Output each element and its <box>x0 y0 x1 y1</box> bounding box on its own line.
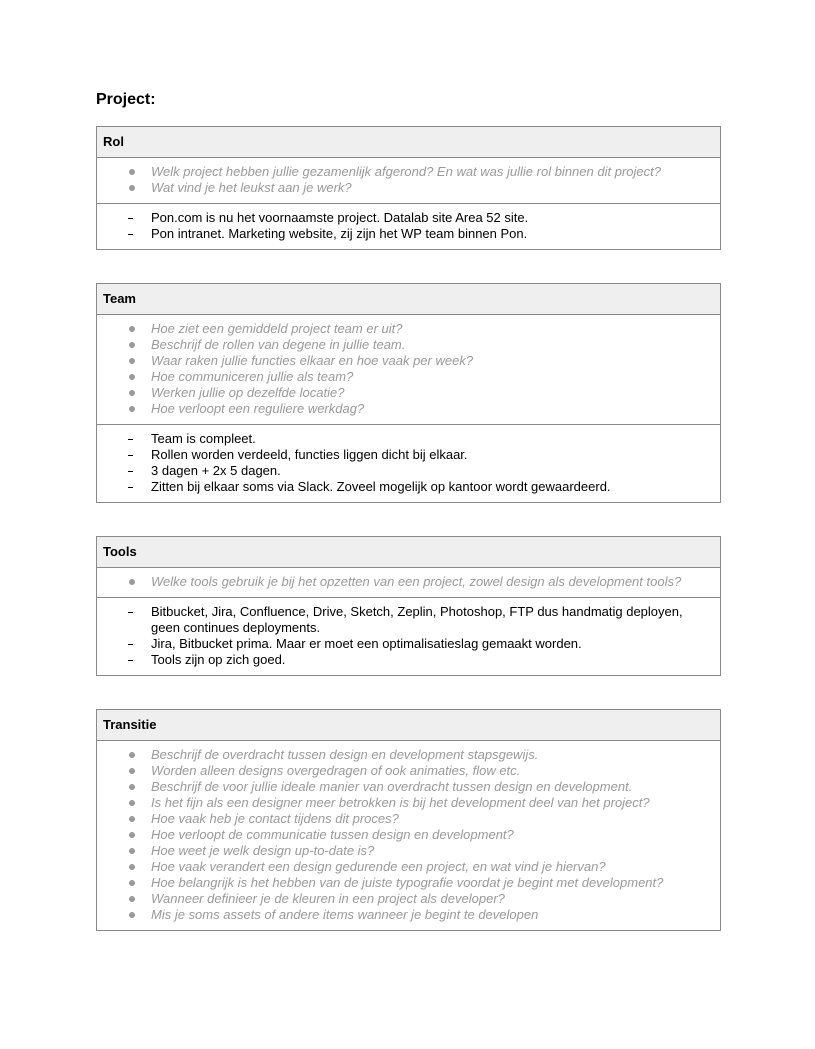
question-text: Is het fijn als een designer meer betrokken is bij het development deel van het project? <box>151 795 650 810</box>
answer-item <box>97 479 720 495</box>
answer-item <box>97 210 720 226</box>
question-item <box>97 321 720 337</box>
section-team <box>96 283 721 503</box>
questions-list <box>97 568 720 598</box>
question-item <box>97 859 720 875</box>
question-item <box>97 907 720 923</box>
answer-text: Team is compleet. <box>151 431 256 446</box>
bullet-icon <box>97 353 151 369</box>
dash-icon <box>97 447 151 463</box>
answer-text: Tools zijn op zich goed. <box>151 652 286 667</box>
bullet-icon <box>97 385 151 401</box>
bullet-icon <box>97 827 151 843</box>
question-text: Welke tools gebruik je bij het opzetten van een project, zowel design als development tools? <box>151 574 682 589</box>
question-text: Welk project hebben jullie gezamenlijk afgerond? En wat was jullie rol binnen dit project? <box>151 164 661 179</box>
question-text: Beschrijf de overdracht tussen design en development stapsgewijs. <box>151 747 539 762</box>
bullet-icon <box>97 875 151 891</box>
answer-text: 3 dagen + 2x 5 dagen. <box>151 463 281 478</box>
answer-item <box>97 604 720 636</box>
question-item <box>97 827 720 843</box>
dash-icon <box>97 479 151 495</box>
question-item <box>97 385 720 401</box>
section-rol <box>96 126 721 250</box>
bullet-icon <box>97 337 151 353</box>
question-text: Hoe verloopt de communicatie tussen design en development? <box>151 827 514 842</box>
question-text: Werken jullie op dezelfde locatie? <box>151 385 345 400</box>
answers-list <box>97 598 720 675</box>
dash-icon <box>97 210 151 226</box>
bullet-icon <box>97 907 151 923</box>
dash-icon <box>97 652 151 668</box>
question-item <box>97 747 720 763</box>
bullet-icon <box>97 891 151 907</box>
question-item <box>97 401 720 417</box>
answer-item <box>97 463 720 479</box>
question-text: Hoe vaak heb je contact tijdens dit proces? <box>151 811 399 826</box>
bullet-icon <box>97 859 151 875</box>
bullet-icon <box>97 321 151 337</box>
section-header: Transitie <box>97 710 720 741</box>
answer-item <box>97 226 720 242</box>
section-transitie <box>96 709 721 931</box>
bullet-icon <box>97 574 151 590</box>
question-item <box>97 891 720 907</box>
answer-text: Zitten bij elkaar soms via Slack. Zoveel mogelijk op kantoor wordt gewaardeerd. <box>151 479 611 494</box>
dash-icon <box>97 463 151 479</box>
section-header: Team <box>97 284 720 315</box>
bullet-icon <box>97 795 151 811</box>
answer-text: Bitbucket, Jira, Confluence, Drive, Sketch, Zeplin, Photoshop, FTP dus handmatig deployen, geen continues deployments. <box>151 604 683 635</box>
questions-list <box>97 315 720 425</box>
question-item <box>97 353 720 369</box>
answer-item <box>97 447 720 463</box>
question-text: Beschrijf de rollen van degene in jullie team. <box>151 337 406 352</box>
question-item <box>97 574 720 590</box>
question-text: Hoe vaak verandert een design gedurende een project, en wat vind je hiervan? <box>151 859 606 874</box>
bullet-icon <box>97 747 151 763</box>
bullet-icon <box>97 763 151 779</box>
question-item <box>97 811 720 827</box>
question-item <box>97 164 720 180</box>
question-text: Wat vind je het leukst aan je werk? <box>151 180 352 195</box>
bullet-icon <box>97 779 151 795</box>
bullet-icon <box>97 843 151 859</box>
document-page <box>96 90 721 964</box>
question-text: Mis je soms assets of andere items wanneer je begint te developen <box>151 907 539 922</box>
question-text: Beschrijf de voor jullie ideale manier van overdracht tussen design en development. <box>151 779 633 794</box>
bullet-icon <box>97 180 151 196</box>
section-header: Tools <box>97 537 720 568</box>
question-item <box>97 875 720 891</box>
questions-list <box>97 158 720 204</box>
answers-list <box>97 204 720 249</box>
question-text: Waar raken jullie functies elkaar en hoe vaak per week? <box>151 353 474 368</box>
answer-text: Rollen worden verdeeld, functies liggen dicht bij elkaar. <box>151 447 468 462</box>
section-tools <box>96 536 721 676</box>
bullet-icon <box>97 811 151 827</box>
dash-icon <box>97 431 151 447</box>
question-item <box>97 795 720 811</box>
answer-text: Pon.com is nu het voornaamste project. Datalab site Area 52 site. <box>151 210 529 225</box>
question-item <box>97 180 720 196</box>
answer-text: Pon intranet. Marketing website, zij zijn het WP team binnen Pon. <box>151 226 528 241</box>
bullet-icon <box>97 164 151 180</box>
section-header: Rol <box>97 127 720 158</box>
question-text: Worden alleen designs overgedragen of ook animaties, flow etc. <box>151 763 521 778</box>
question-item <box>97 369 720 385</box>
page-title: Project: <box>96 91 156 108</box>
question-text: Hoe belangrijk is het hebben van de juiste typografie voordat je begint met development? <box>151 875 664 890</box>
question-item <box>97 779 720 795</box>
bullet-icon <box>97 369 151 385</box>
answer-text: Jira, Bitbucket prima. Maar er moet een optimalisatieslag gemaakt worden. <box>151 636 582 651</box>
question-text: Hoe ziet een gemiddeld project team er uit? <box>151 321 403 336</box>
dash-icon <box>97 636 151 652</box>
question-item <box>97 337 720 353</box>
bullet-icon <box>97 401 151 417</box>
dash-icon <box>97 604 151 636</box>
dash-icon <box>97 226 151 242</box>
question-text: Wanneer definieer je de kleuren in een project als developer? <box>151 891 505 906</box>
answer-item <box>97 431 720 447</box>
question-text: Hoe verloopt een reguliere werkdag? <box>151 401 365 416</box>
question-text: Hoe weet je welk design up-to-date is? <box>151 843 375 858</box>
sections-container <box>96 126 721 931</box>
question-item <box>97 763 720 779</box>
question-item <box>97 843 720 859</box>
questions-list <box>97 741 720 930</box>
answer-item <box>97 652 720 668</box>
question-text: Hoe communiceren jullie als team? <box>151 369 354 384</box>
answers-list <box>97 425 720 502</box>
answer-item <box>97 636 720 652</box>
